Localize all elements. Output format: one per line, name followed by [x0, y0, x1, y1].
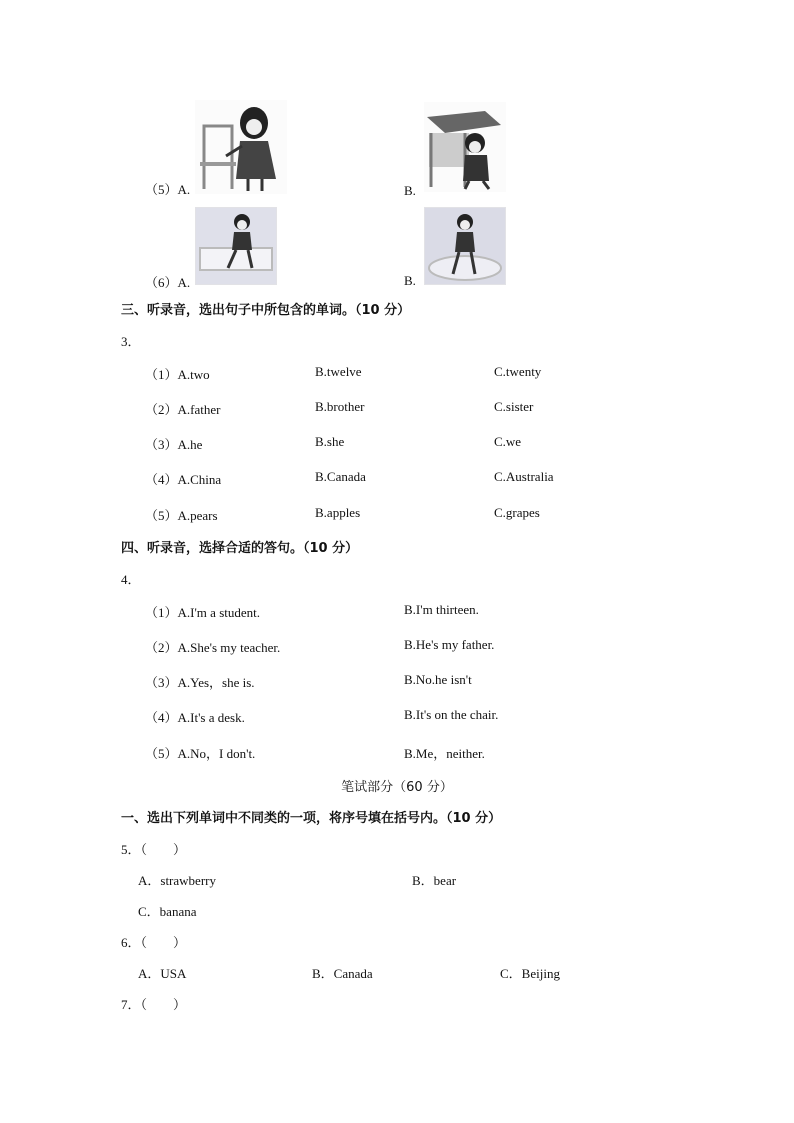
s3-row-4-c: C.Australia	[494, 469, 554, 484]
q6-option-a-label: （6）A.	[145, 275, 191, 290]
s4-row-3-b: B.No.he isn't	[404, 672, 472, 687]
s3-row-3-a: （3）A.he	[145, 437, 203, 452]
q6-option-b-label: B.	[404, 273, 416, 288]
q6-option-c: C．Beijing	[500, 966, 560, 981]
s4-row-5-b: B.Me，neither.	[404, 746, 485, 761]
s3-row-3-b: B.she	[315, 434, 345, 449]
s4-row-4-b: B.It's on the chair.	[404, 707, 499, 722]
s3-row-5-b: B.apples	[315, 505, 361, 520]
boy-on-bed-picture	[424, 207, 506, 285]
question-7-number: 7．（ ）	[121, 997, 187, 1012]
q5-option-c: C．banana	[138, 904, 197, 919]
girl-at-chair-picture	[195, 100, 287, 194]
boy-under-desk-picture	[424, 102, 506, 192]
s3-row-1-c: C.twenty	[494, 364, 542, 379]
s3-row-1-b: B.twelve	[315, 364, 362, 379]
s3-row-5-a: （5）A.pears	[145, 508, 218, 523]
question-3-number: 3．	[121, 334, 141, 349]
question-4-number: 4．	[121, 572, 141, 587]
s4-row-2-b: B.He's my father.	[404, 637, 495, 652]
question-5-number: 5．（ ）	[121, 842, 187, 857]
q6-option-a: A．USA	[138, 966, 187, 981]
s4-row-2-a: （2）A.She's my teacher.	[145, 640, 281, 655]
s4-row-1-a: （1）A.I'm a student.	[145, 605, 260, 620]
s3-row-3-c: C.we	[494, 434, 522, 449]
s3-row-2-a: （2）A.father	[145, 402, 221, 417]
written-part-1-title: 一、选出下列单词中不同类的一项，将序号填在括号内。（10 分）	[121, 811, 502, 826]
q6-option-b: B．Canada	[312, 966, 373, 981]
section-3-title: 三、听录音，选出句子中所包含的单词。（10 分）	[121, 303, 411, 318]
q5-option-a: A．strawberry	[138, 873, 216, 888]
section-4-title: 四、听录音，选择合适的答句。（10 分）	[121, 541, 359, 556]
s3-row-1-a: （1）A.two	[145, 367, 210, 382]
s4-row-4-a: （4）A.It's a desk.	[145, 710, 245, 725]
s3-row-4-a: （4）A.China	[145, 472, 222, 487]
q5-option-b: B．bear	[412, 873, 457, 888]
s3-row-5-c: C.grapes	[494, 505, 540, 520]
written-part-heading: 笔试部分（60 分）	[341, 780, 453, 795]
question-6-number: 6．（ ）	[121, 935, 187, 950]
girl-on-bed-picture	[195, 207, 277, 285]
q5-option-b-label: B.	[404, 183, 416, 198]
s3-row-2-c: C.sister	[494, 399, 534, 414]
s3-row-4-b: B.Canada	[315, 469, 366, 484]
q5-option-a-label: （5）A.	[145, 182, 191, 197]
s4-row-3-a: （3）A.Yes，she is.	[145, 675, 255, 690]
s4-row-1-b: B.I'm thirteen.	[404, 602, 479, 617]
s3-row-2-b: B.brother	[315, 399, 365, 414]
s4-row-5-a: （5）A.No，I don't.	[145, 746, 256, 761]
